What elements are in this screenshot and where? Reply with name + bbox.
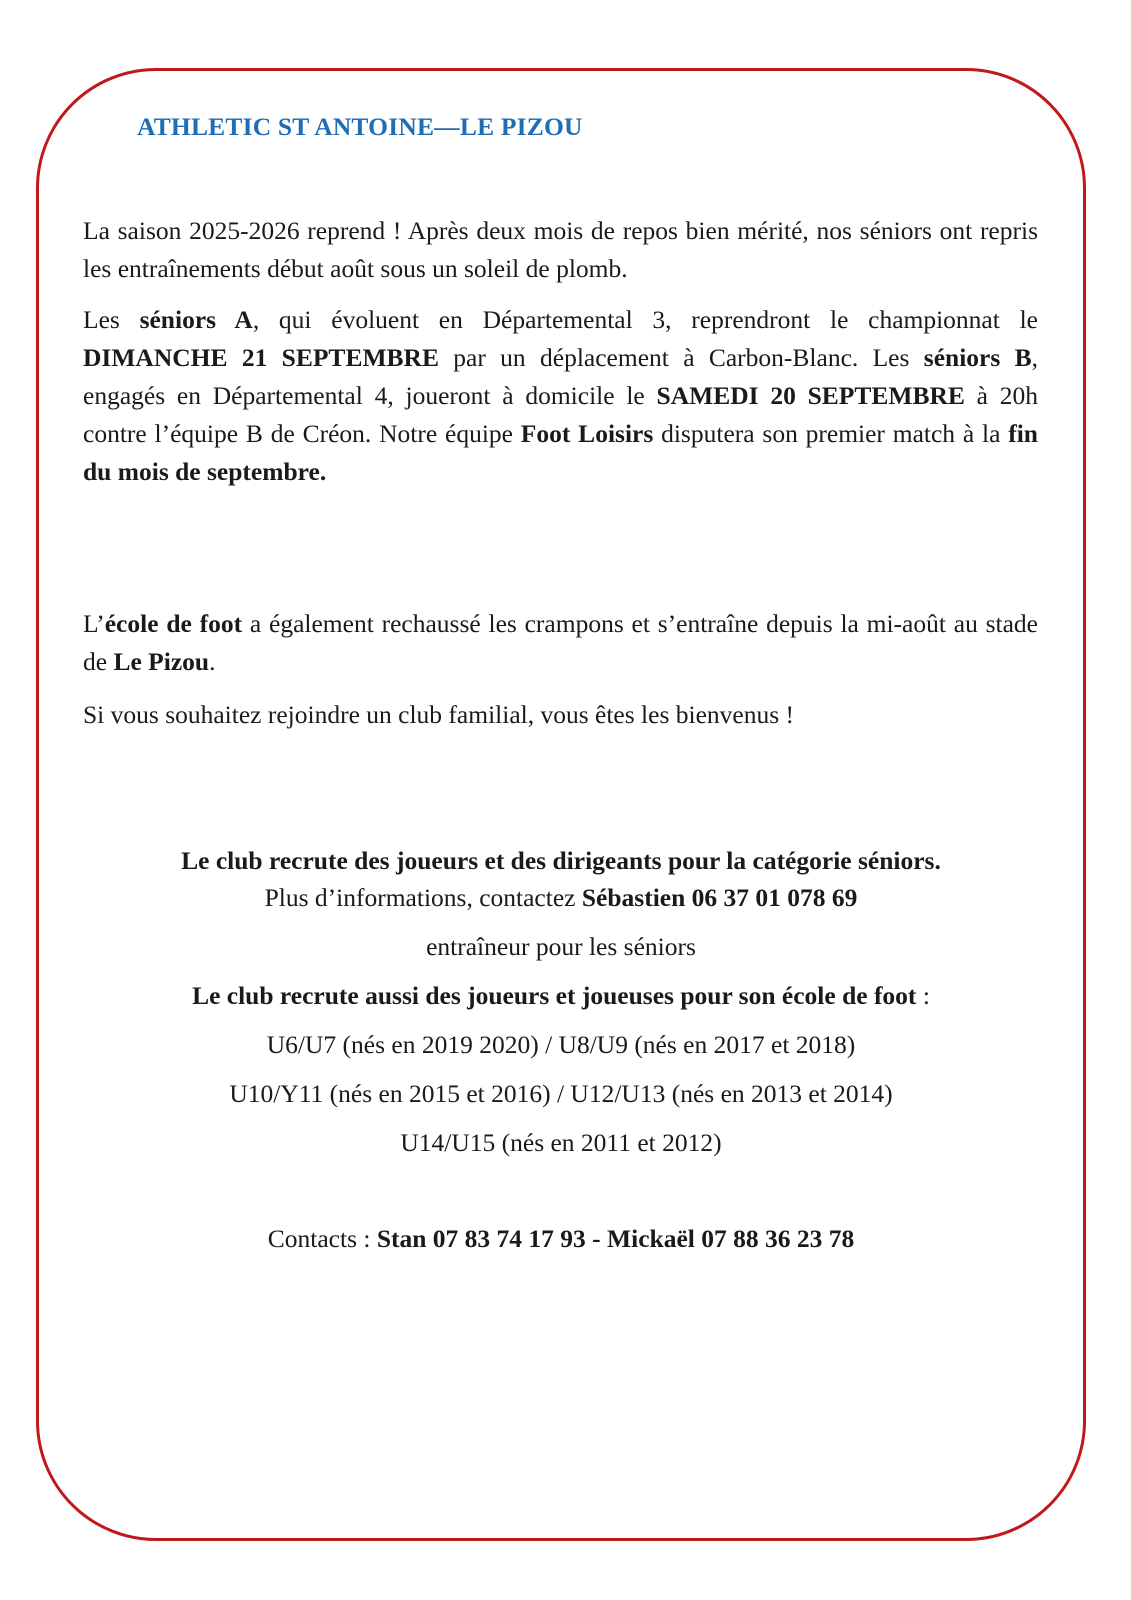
stadium-name: Le Pizou	[113, 647, 210, 676]
seniors-contact: Sébastien 06 37 01 078 69	[581, 883, 858, 912]
foot-loisirs: Foot Loisirs	[520, 419, 654, 448]
recruit-school-heading: Le club recrute aussi des joueurs et joueuses pour son école de foot :	[192, 981, 930, 1010]
seniors-paragraph: Les séniors A, qui évoluent en Départemental 3, reprendront le championnat le DIMANCHE 21 SEPTEMBRE par un déplacement à Carbon-Blanc. Les séniors B, engagés en Départemental 4, joueront à domicile le SAMEDI 20 SEPTEMBRE à 20h contre l’équipe B de Créon. Notre équipe Foot Loisirs disputera son premier match à la fin du mois de septembre.	[83, 305, 1038, 486]
coach-role-line: entraîneur pour les séniors	[426, 932, 696, 961]
school-paragraph: L’école de foot a également rechaussé les crampons et s’entraîne depuis la mi-août au stade de Le Pizou.	[83, 609, 1039, 676]
date-seniors-b: SAMEDI 20 SEPTEMBRE	[656, 381, 965, 410]
category-line-1: U6/U7 (nés en 2019 2020) / U8/U9 (nés en 2017 et 2018)	[266, 1030, 856, 1059]
date-seniors-a: DIMANCHE 21 SEPTEMBRE	[83, 343, 439, 372]
ecole-de-foot: école de foot	[104, 609, 243, 638]
recruit-seniors-heading: Le club recrute des joueurs et des dirigeants pour la catégorie séniors.	[181, 846, 941, 875]
seniors-contact-line: Plus d’informations, contactez Sébastien 06 37 01 078 69	[264, 883, 858, 912]
seniors-a: séniors A	[139, 305, 253, 334]
page-border-frame	[36, 68, 1086, 1541]
welcome-paragraph: Si vous souhaitez rejoindre un club familial, vous êtes les bienvenus !	[83, 700, 795, 729]
seniors-b: séniors B	[923, 343, 1032, 372]
season-paragraph: La saison 2025-2026 reprend ! Après deux mois de repos bien mérité, nos séniors ont repris les entraînements début août sous un soleil de plomb.	[83, 216, 1038, 283]
contacts-line: Contacts : Stan 07 83 74 17 93 - Mickaël 07 88 36 23 78	[267, 1224, 855, 1253]
category-line-3: U14/U15 (nés en 2011 et 2012)	[400, 1128, 722, 1157]
club-title: ATHLETIC ST ANTOINE—LE PIZOU	[137, 112, 583, 141]
foot-loisirs-date: fin du mois de septembre.	[83, 419, 1038, 486]
category-line-2: U10/Y11 (nés en 2015 et 2016) / U12/U13 (nés en 2013 et 2014)	[229, 1079, 893, 1108]
contacts-value: Stan 07 83 74 17 93 - Mickaël 07 88 36 23 78	[376, 1224, 855, 1253]
